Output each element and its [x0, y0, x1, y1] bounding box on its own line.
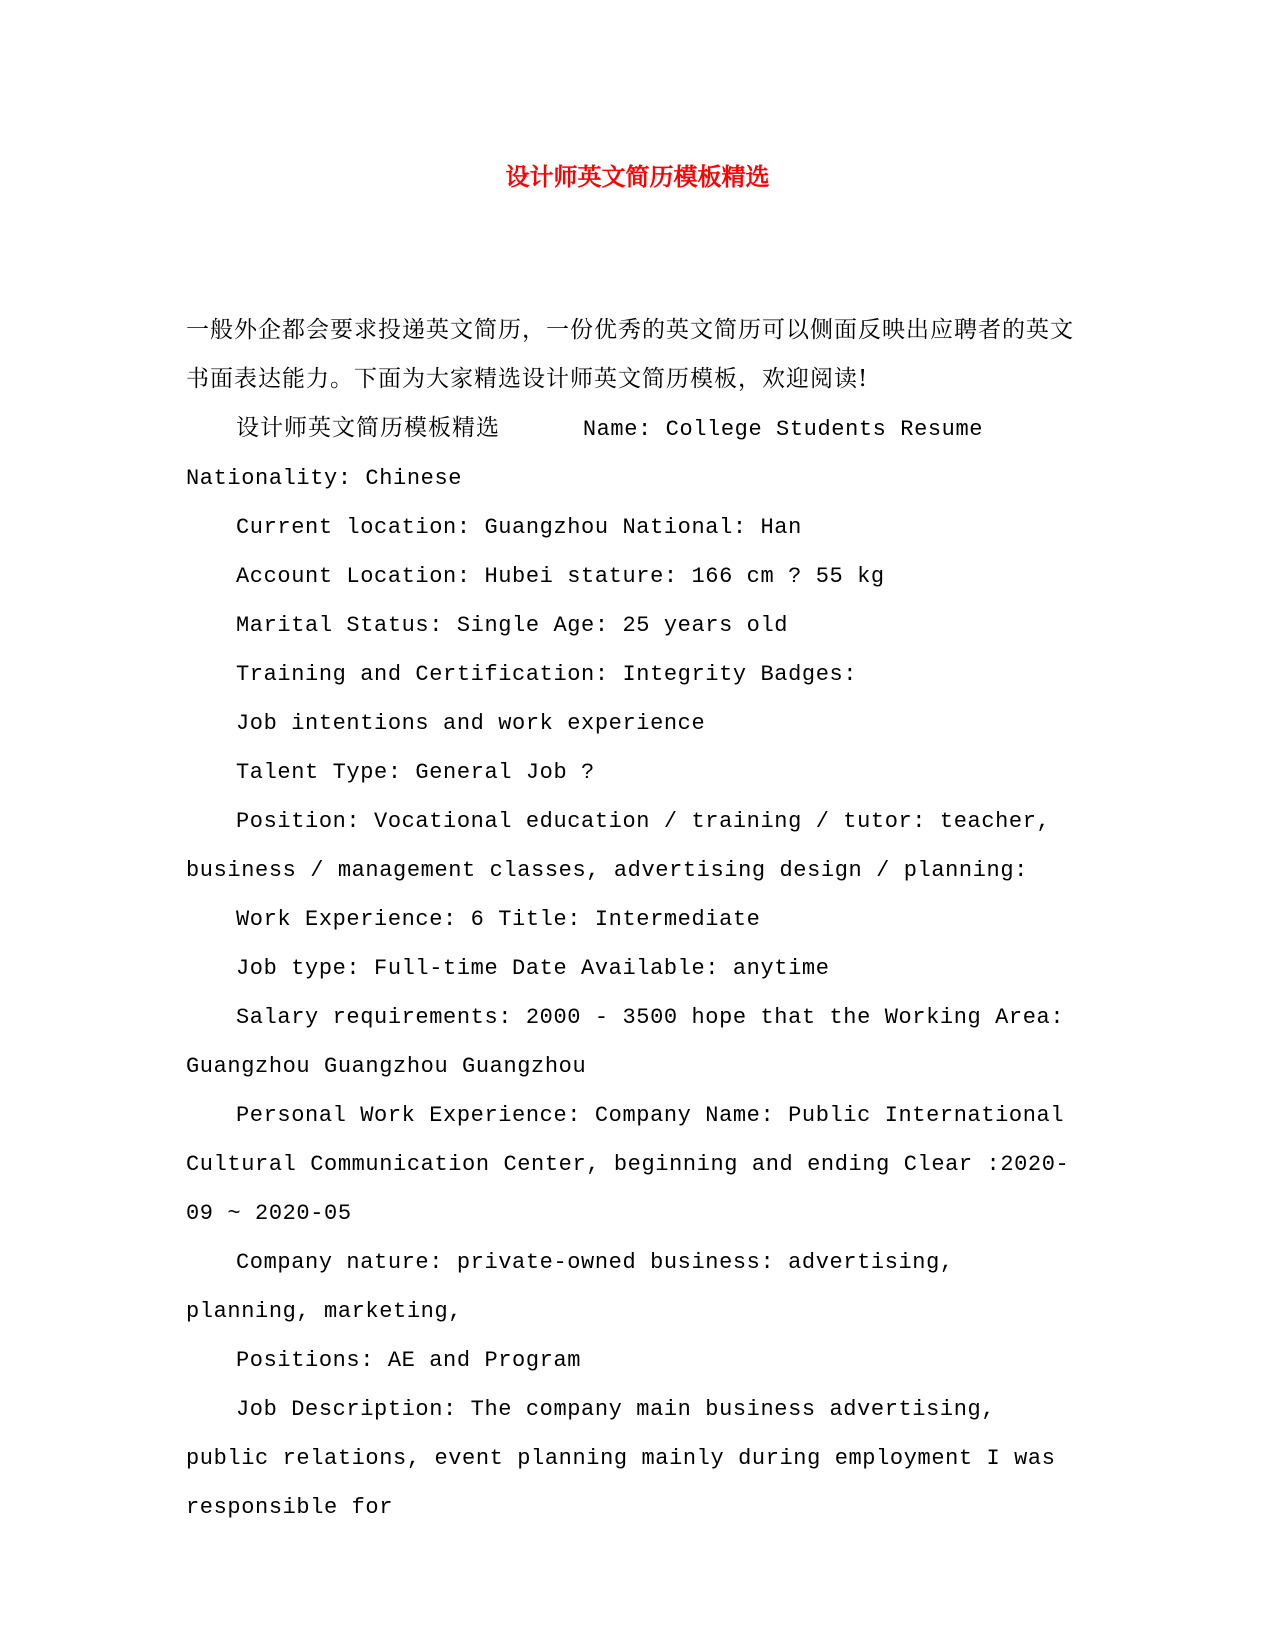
resume-line: Job intentions and work experience [236, 711, 706, 736]
intro-paragraph: 一般外企都会要求投递英文简历，一份优秀的英文简历可以侧面反映出应聘者的英文书面表达能力。下面为大家精选设计师英文简历模板，欢迎阅读! [186, 317, 1074, 392]
lead-text: Name: College Students Resume Nationality: Chinese [186, 417, 984, 491]
resume-line: Company nature: private-owned business: advertising, planning, marketing, [186, 1250, 954, 1324]
resume-line: Work Experience: 6 Title: Intermediate [236, 907, 761, 932]
resume-line: Talent Type: General Job ? [236, 760, 595, 785]
resume-line: Position: Vocational education / training / tutor: teacher, business / management classes, advertising design / planning: [186, 809, 1051, 883]
resume-line: Positions: AE and Program [236, 1348, 582, 1373]
resume-line: Job Description: The company main business advertising, public relations, event planning mainly during employment I was responsible for [186, 1397, 1056, 1520]
resume-line: Training and Certification: Integrity Badges: [236, 662, 858, 687]
resume-line: Current location: Guangzhou National: Han [236, 515, 802, 540]
document-body [186, 306, 1091, 1532]
page-title: 设计师英文简历模板精选 [505, 162, 770, 191]
resume-line: Salary requirements: 2000 - 3500 hope that the Working Area: Guangzhou Guangzhou Guangzhou [186, 1005, 1065, 1079]
resume-line: Marital Status: Single Age: 25 years old [236, 613, 789, 638]
lead-heading: 设计师英文简历模板精选 [236, 415, 500, 441]
resume-line: Personal Work Experience: Company Name: Public International Cultural Communication Center, beginning and ending Clear :2020-09 ~ 2020-05 [186, 1103, 1070, 1226]
resume-line: Job type: Full-time Date Available: anytime [236, 956, 830, 981]
lead-paragraph [186, 404, 1091, 503]
resume-line: Account Location: Hubei stature: 166 cm ? 55 kg [236, 564, 885, 589]
